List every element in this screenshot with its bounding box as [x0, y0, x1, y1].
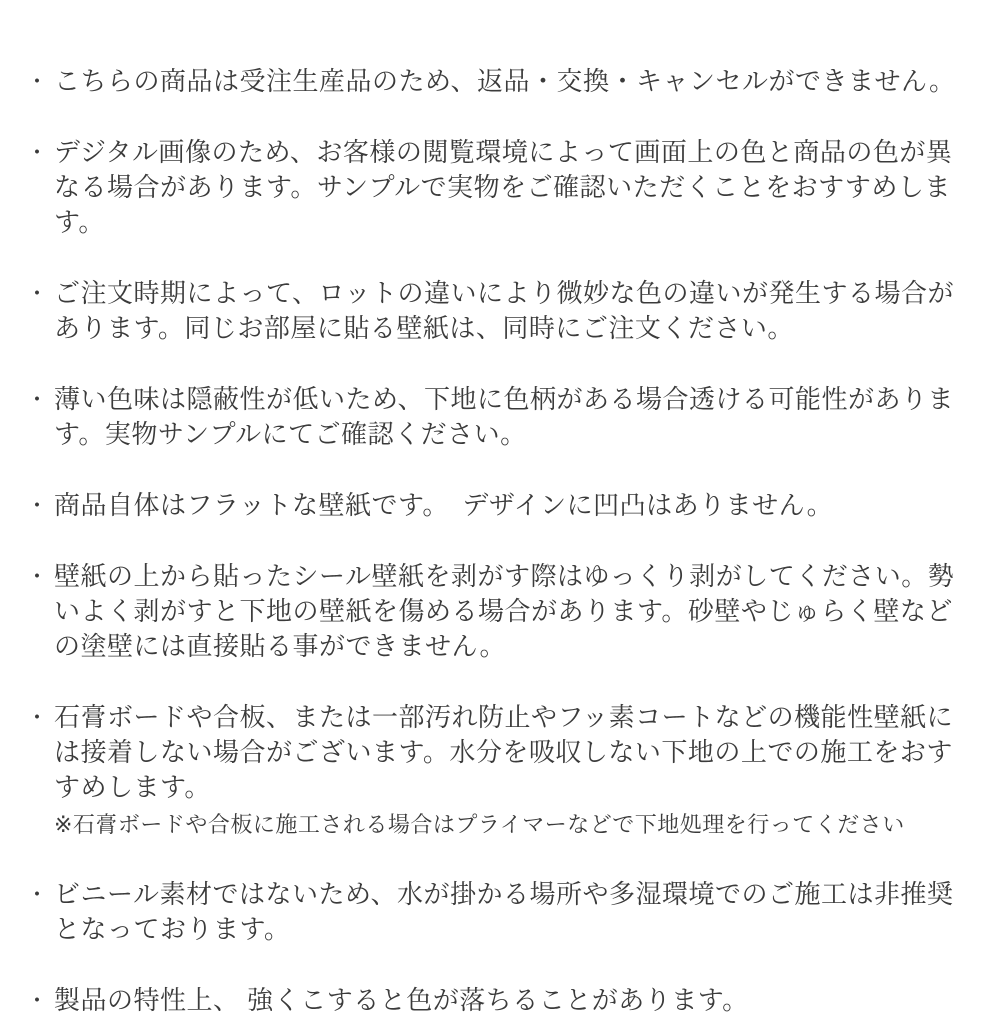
notice-text: 石膏ボードや合板、または一部汚れ防止やフッ素コートなどの機能性壁紙には接着しない場合がございます。水分を吸収しない下地の上での施工をおすすめします。 — [54, 702, 954, 802]
notice-text: 製品の特性上、 強くこすると色が落ちることがあります。 — [54, 985, 749, 1015]
notice-item-flat-design — [24, 488, 966, 523]
notice-body — [54, 488, 966, 523]
notice-list — [24, 64, 966, 1018]
notice-item-display-color — [24, 135, 966, 240]
notice-body — [54, 382, 966, 452]
notice-item-moisture — [24, 877, 966, 947]
notice-body — [54, 559, 966, 664]
notice-text: 薄い色味は隠蔽性が低いため、下地に色柄がある場合透ける可能性があります。実物サンプルにてご確認ください。 — [54, 384, 954, 449]
notice-item-opacity — [24, 382, 966, 452]
notice-text: ビニール素材ではないため、水が掛かる場所や多湿環境でのご施工は非推奨となっております。 — [54, 879, 954, 944]
bullet-icon: ・ — [26, 705, 49, 730]
notice-item-lot-difference — [24, 276, 966, 346]
notice-text: 壁紙の上から貼ったシール壁紙を剥がす際はゆっくり剥がしてください。勢いよく剥がすと下地の壁紙を傷める場合があります。砂壁やじゅらく壁などの塗壁には直接貼る事ができません。 — [54, 561, 955, 661]
notice-item-returns — [24, 64, 966, 99]
notice-text: こちらの商品は受注生産品のため、返品・交換・キャンセルができません。 — [54, 66, 956, 96]
notice-body — [54, 64, 966, 99]
bullet-icon: ・ — [26, 493, 49, 518]
notice-text: ご注文時期によって、ロットの違いにより微妙な色の違いが発生する場合があります。同じお部屋に貼る壁紙は、同時にご注文ください。 — [54, 278, 954, 343]
notice-item-peeling — [24, 559, 966, 664]
notice-item-color-fading — [24, 983, 966, 1018]
notice-body — [54, 276, 966, 346]
notice-item-adhesion — [24, 700, 966, 841]
notice-body — [54, 700, 966, 841]
bullet-icon: ・ — [26, 882, 49, 907]
notice-text: 商品自体はフラットな壁紙です。 デザインに凹凸はありません。 — [54, 490, 834, 520]
bullet-icon: ・ — [26, 140, 49, 165]
notice-body — [54, 135, 966, 240]
bullet-icon: ・ — [26, 69, 49, 94]
notice-note: ※石膏ボードや合板に施工される場合はプライマーなどで下地処理を行ってください — [54, 812, 905, 837]
bullet-icon: ・ — [26, 988, 49, 1013]
notice-body — [54, 983, 966, 1018]
bullet-icon: ・ — [26, 387, 49, 412]
bullet-icon: ・ — [26, 564, 49, 589]
bullet-icon: ・ — [26, 281, 49, 306]
notice-text: デジタル画像のため、お客様の閲覧環境によって画面上の色と商品の色が異なる場合があります。サンプルで実物をご確認いただくことをおすすめします。 — [54, 137, 953, 237]
notice-body — [54, 877, 966, 947]
